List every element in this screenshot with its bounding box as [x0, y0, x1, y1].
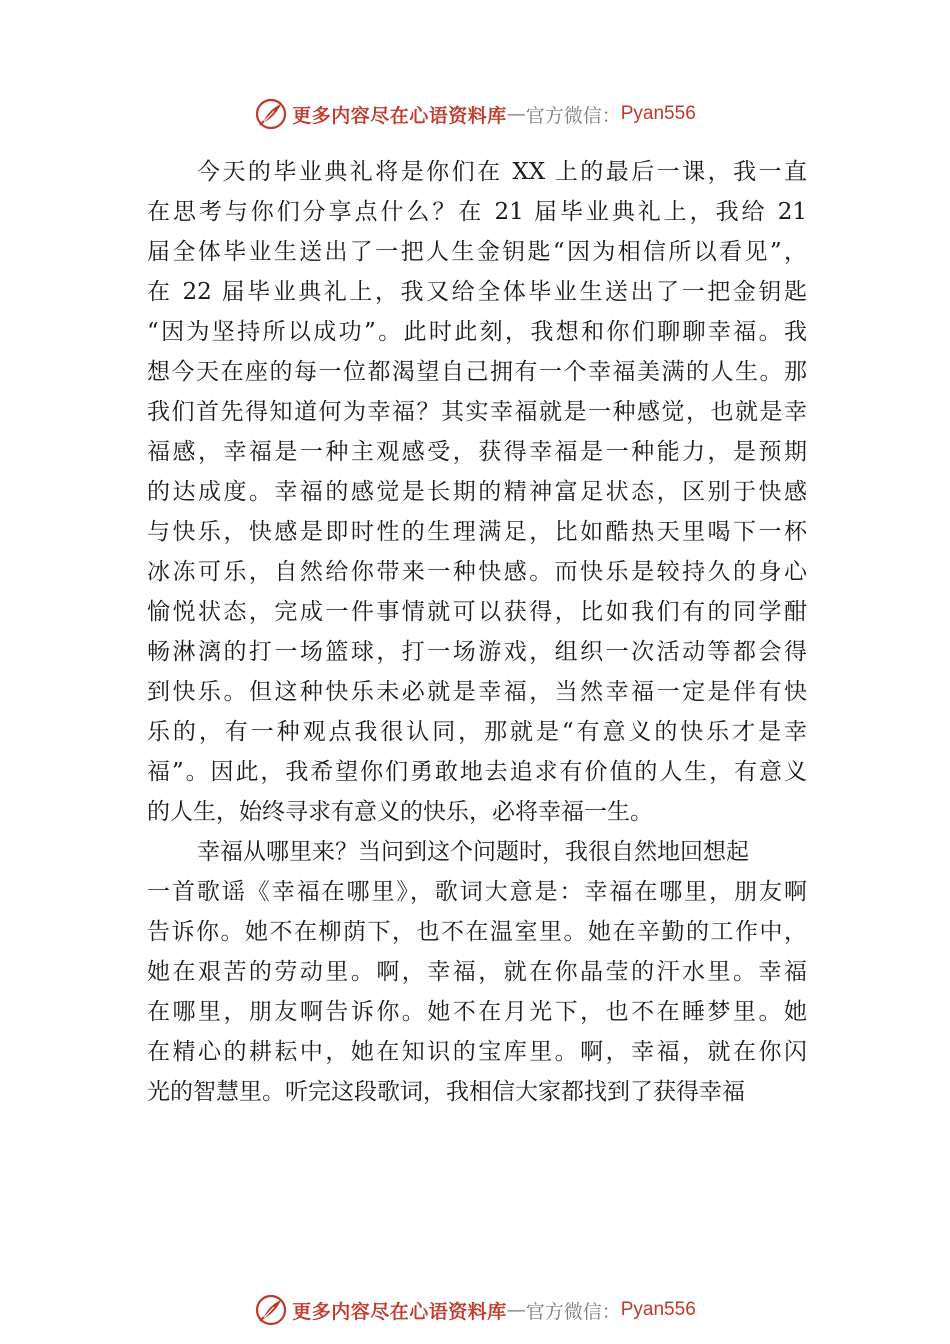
header-banner — [0, 94, 950, 134]
paragraph-2 — [147, 832, 807, 1112]
text-line: 愉悦状态，完成一件事情就可以获得，比如我们有的同学酣 — [147, 599, 807, 625]
banner-separator: — — [506, 1299, 526, 1321]
banner-title: 更多内容尽在心语资料库 — [292, 104, 507, 127]
text-line: 畅淋漓的打一场篮球，打一场游戏，组织一次活动等都会得 — [147, 639, 807, 665]
quill-logo-icon — [254, 1293, 288, 1327]
text-line: 的达成度。幸福的感觉是长期的精神富足状态，区别于快感 — [147, 479, 807, 505]
text-line: 乐的，有一种观点我很认同，那就是“有意义的快乐才是幸 — [147, 719, 807, 745]
banner-separator: — — [506, 103, 526, 125]
text-line: 与快乐，快感是即时性的生理满足，比如酷热天里喝下一杯 — [147, 519, 807, 545]
text-line: 福感，幸福是一种主观感受，获得幸福是一种能力，是预期 — [147, 439, 807, 465]
text-line: 冰冻可乐，自然给你带来一种快感。而快乐是较持久的身心 — [147, 559, 807, 585]
text-line: 福”。因此，我希望你们勇敢地去追求有价值的人生，有意义 — [147, 759, 807, 785]
text-line: 幸福从哪里来？当问到这个问题时，我很自然地回想起 — [197, 839, 749, 865]
text-line: 在哪里，朋友啊告诉你。她不在月光下，也不在睡梦里。她 — [147, 999, 807, 1025]
paragraph-1 — [147, 152, 807, 832]
banner-suffix: 官方微信： — [525, 1300, 621, 1323]
banner-suffix: 官方微信： — [525, 104, 621, 127]
text-line: 我们首先得知道何为幸福？其实幸福就是一种感觉，也就是幸 — [147, 399, 807, 425]
text-line: 今天的毕业典礼将是你们在 XX 上的最后一课，我一直 — [197, 159, 807, 185]
text-line: 在 22 届毕业典礼上，我又给全体毕业生送出了一把金钥匙 — [147, 279, 807, 305]
text-line: 她在艰苦的劳动里。啊，幸福，就在你晶莹的汗水里。幸福 — [147, 959, 807, 985]
text-line: 一首歌谣《幸福在哪里》，歌词大意是：幸福在哪里，朋友啊 — [147, 879, 807, 905]
document-body — [147, 152, 807, 1112]
text-line: 想今天在座的每一位都渴望自己拥有一个幸福美满的人生。那 — [147, 359, 807, 385]
text-line: 届全体毕业生送出了一把人生金钥匙“因为相信所以看见”， — [147, 239, 807, 265]
text-line: 在思考与你们分享点什么？在 21 届毕业典礼上，我给 21 — [147, 199, 807, 225]
text-line: 告诉你。她不在柳荫下，也不在温室里。她在辛勤的工作中， — [147, 919, 807, 945]
text-line: 光的智慧里。听完这段歌词，我相信大家都找到了获得幸福 — [147, 1079, 745, 1105]
text-line: “因为坚持所以成功”。此时此刻，我想和你们聊聊幸福。我 — [147, 319, 807, 345]
text-line: 的人生，始终寻求有意义的快乐，必将幸福一生。 — [147, 799, 653, 825]
banner-wechat-id: Pyan556 — [620, 1299, 696, 1320]
footer-banner — [0, 1290, 950, 1330]
text-line: 到快乐。但这种快乐未必就是幸福，当然幸福一定是伴有快 — [147, 679, 807, 705]
quill-logo-icon — [254, 97, 288, 131]
banner-wechat-id: Pyan556 — [620, 103, 696, 124]
banner-title: 更多内容尽在心语资料库 — [292, 1300, 507, 1323]
text-line: 在精心的耕耘中，她在知识的宝库里。啊，幸福，就在你闪 — [147, 1039, 807, 1065]
